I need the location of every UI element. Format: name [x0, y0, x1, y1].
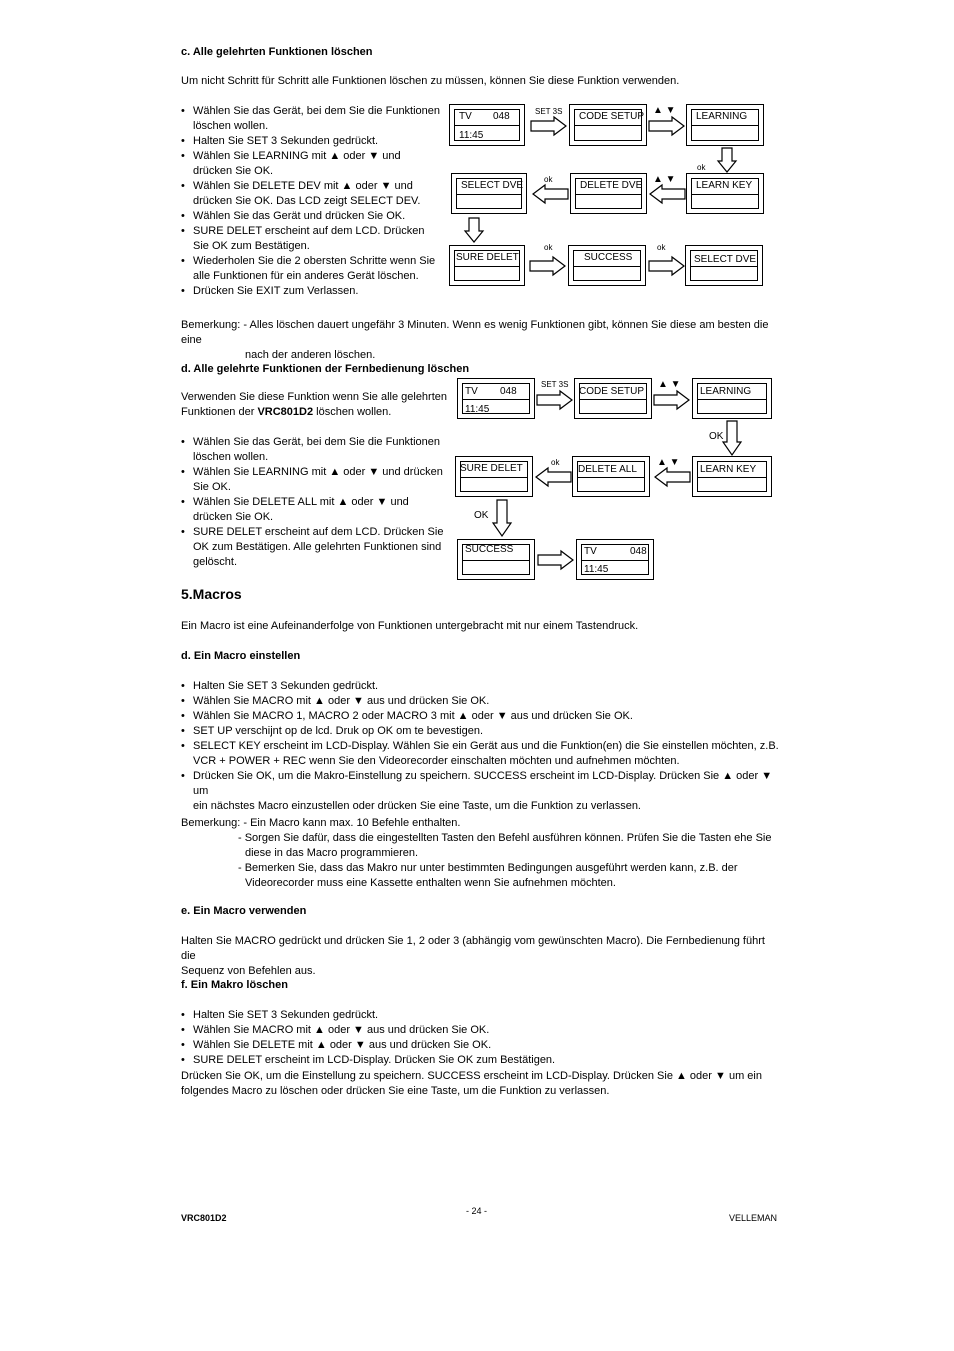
section-d-intro: Verwenden Sie diese Funktion wenn Sie alle gelehrten Funktionen der VRC801D2 löschen wollen.	[181, 391, 448, 418]
ok-label: ok	[697, 163, 706, 172]
section-c-intro: Um nicht Schritt für Schritt alle Funktionen löschen zu müssen, können Sie diese Funktion verwenden.	[181, 75, 680, 87]
lcd-delete-all: DELETE ALL	[572, 456, 650, 497]
list-item: • Wählen Sie LEARNING mit ▲ oder ▼ und drücken Sie OK.	[181, 149, 441, 179]
macros-heading: 5.Macros	[181, 586, 242, 602]
list-item: • Wählen Sie DELETE mit ▲ oder ▼ aus und drücken Sie OK.	[181, 1038, 781, 1053]
lcd-learn-key: LEARN KEY	[686, 173, 764, 214]
section-e-title: e. Ein Macro verwenden	[181, 905, 307, 917]
list-item: • Halten Sie SET 3 Sekunden gedrückt.	[181, 1008, 781, 1023]
arrow-right-icon	[530, 116, 568, 136]
arrow-right-icon	[648, 256, 686, 276]
lcd-sure-delet: SURE DELET	[449, 245, 525, 286]
footer-model: VRC801D2	[181, 1213, 227, 1223]
arrow-down-icon	[717, 147, 737, 173]
list-item: • Wählen Sie das Gerät, bei dem Sie die Funktionen löschen wollen.	[181, 104, 441, 134]
list-item: • Wählen Sie MACRO 1, MACRO 2 oder MACRO 3 mit ▲ oder ▼ aus und drücken Sie OK.	[181, 709, 781, 724]
list-item: • Wiederholen Sie die 2 obersten Schritte wenn Sie alle Funktionen für ein anderes Gerät löschen.	[181, 254, 441, 284]
list-item: • Halten Sie SET 3 Sekunden gedrückt.	[181, 679, 781, 694]
page-number: - 24 -	[466, 1206, 488, 1216]
arrow-right-icon	[536, 390, 574, 410]
section-f-title: f. Ein Makro löschen	[181, 979, 288, 991]
list-item: • Wählen Sie DELETE DEV mit ▲ oder ▼ und drücken Sie OK. Das LCD zeigt SELECT DEV.	[181, 179, 441, 209]
lcd-success: SUCCESS	[568, 245, 646, 286]
set-3s-label: SET 3S	[535, 107, 563, 116]
macros-intro: Ein Macro ist eine Aufeinanderfolge von Funktionen untergebracht mit nur einem Tastendruck.	[181, 620, 639, 632]
section-f-steps	[181, 1008, 781, 1068]
lcd-tv-display: TV 048 11:45	[449, 104, 525, 146]
set-3s-label: SET 3S	[541, 380, 569, 389]
lcd-sure-delet: SURE DELET	[455, 456, 533, 497]
section-c-steps	[181, 104, 441, 299]
arrow-left-icon	[531, 184, 569, 204]
list-item: • SURE DELET erscheint im LCD-Display. Drücken Sie OK zum Bestätigen.	[181, 1053, 781, 1068]
list-item: • SURE DELET erscheint auf dem LCD. Drücken Sie OK zum Bestätigen. Alle gelehrten Funktionen sind gelöscht.	[181, 525, 451, 570]
section-c-remark: Bemerkung: - Alles löschen dauert ungefähr 3 Minuten. Wenn es wenig Funktionen gibt, können Sie diese am besten die eine nach der anderen löschen.	[181, 319, 769, 361]
lcd-select-dve: SELECT DVE	[451, 173, 527, 214]
lcd-tv-display: TV 048 11:45	[457, 378, 535, 419]
list-item: • SURE DELET erscheint auf dem LCD. Drücken Sie OK zum Bestätigen.	[181, 224, 441, 254]
section-e-text: Halten Sie MACRO gedrückt und drücken Sie 1, 2 oder 3 (abhängig vom gewünschten Macro). Die Fernbedienung führt die Sequenz von Befehlen aus.	[181, 935, 765, 977]
arrow-left-icon	[534, 467, 572, 487]
arrow-left-icon	[648, 184, 686, 204]
section-d2-remark: Bemerkung: - Ein Macro kann max. 10 Befehle enthalten. - Sorgen Sie dafür, dass die eingestellten Tasten den Befehl ausführen können. Prüfen Sie die Tasten ehe Sie diese in das Macro programmieren. - Bemerken Sie, dass das Makro nur unter bestimmten Bedingungen ausgeführt werden kann, z.B. der Videorecorder muss eine Kassette enthalten wenn Sie aufnehmen möchten.	[181, 817, 772, 889]
section-d-steps	[181, 435, 451, 570]
up-down-arrows-icon: ▲ ▼	[657, 457, 680, 468]
section-c-title: c. Alle gelehrten Funktionen löschen	[181, 46, 373, 58]
list-item: • SELECT KEY erscheint im LCD-Display. Wählen Sie ein Gerät aus und die Funktion(en) die Sie einstellen möchten, z.B. VCR + POWER + REC wenn Sie den Videorecorder einschalten möchten und aufnehmen möchten.	[181, 739, 781, 769]
list-item: • Halten Sie SET 3 Sekunden gedrückt.	[181, 134, 441, 149]
lcd-learning: LEARNING	[692, 378, 772, 419]
ok-label: ok	[551, 458, 560, 467]
list-item: • Wählen Sie MACRO mit ▲ oder ▼ aus und drücken Sie OK.	[181, 1023, 781, 1038]
list-item: • Wählen Sie das Gerät und drücken Sie OK.	[181, 209, 441, 224]
ok-label: OK	[709, 431, 724, 442]
list-item: • Wählen Sie MACRO mit ▲ oder ▼ aus und drücken Sie OK.	[181, 694, 781, 709]
arrow-right-icon	[653, 390, 691, 410]
lcd-tv-display-2: TV 048 11:45	[576, 539, 654, 580]
footer-brand: VELLEMAN	[729, 1213, 778, 1223]
up-down-arrows-icon: ▲ ▼	[658, 379, 681, 390]
lcd-learn-key: LEARN KEY	[692, 456, 772, 497]
section-d2-steps	[181, 679, 781, 814]
section-f-text: Drücken Sie OK, um die Einstellung zu speichern. SUCCESS erscheint im LCD-Display. Drücken Sie ▲ oder ▼ um ein folgendes Macro zu löschen oder drücken Sie eine Taste, um die Funktion zu verlassen.	[181, 1070, 762, 1097]
list-item: • Wählen Sie LEARNING mit ▲ oder ▼ und drücken Sie OK.	[181, 465, 451, 495]
ok-label: OK	[474, 510, 489, 521]
arrow-right-icon	[648, 116, 686, 136]
lcd-delete-dve: DELETE DVE	[570, 173, 647, 214]
arrow-down-icon	[492, 499, 512, 537]
section-d-title: d. Alle gelehrte Funktionen der Fernbedienung löschen	[181, 363, 470, 375]
arrow-left-icon	[653, 467, 691, 487]
arrow-right-icon	[537, 550, 575, 570]
ok-label: ok	[544, 243, 553, 252]
arrow-right-icon	[529, 256, 567, 276]
ok-label: ok	[657, 243, 666, 252]
up-down-arrows-icon: ▲ ▼	[653, 174, 676, 185]
lcd-code-setup: CODE SETUP	[569, 104, 647, 146]
list-item: • Wählen Sie DELETE ALL mit ▲ oder ▼ und drücken Sie OK.	[181, 495, 451, 525]
lcd-learning: LEARNING	[686, 104, 764, 146]
section-d2-title: d. Ein Macro einstellen	[181, 650, 301, 662]
list-item: • Drücken Sie EXIT zum Verlassen.	[181, 284, 441, 299]
arrow-down-icon	[722, 420, 742, 456]
arrow-down-icon	[464, 217, 484, 243]
lcd-success: SUCCESS	[457, 539, 535, 580]
list-item: • Wählen Sie das Gerät, bei dem Sie die Funktionen löschen wollen.	[181, 435, 451, 465]
up-down-arrows-icon: ▲ ▼	[653, 105, 676, 116]
ok-label: ok	[544, 175, 553, 184]
lcd-code-setup: CODE SETUP	[574, 378, 652, 419]
list-item: • Drücken Sie OK, um die Makro-Einstellung zu speichern. SUCCESS erscheint im LCD-Display. Drücken Sie ▲ oder ▼ um ein nächstes Macro einzustellen oder drücken Sie eine Taste, um die Funktion zu verlassen.	[181, 769, 781, 814]
lcd-select-dve-2: SELECT DVE	[685, 245, 763, 286]
list-item: • SET UP verschijnt op de lcd. Druk op OK om te bevestigen.	[181, 724, 781, 739]
